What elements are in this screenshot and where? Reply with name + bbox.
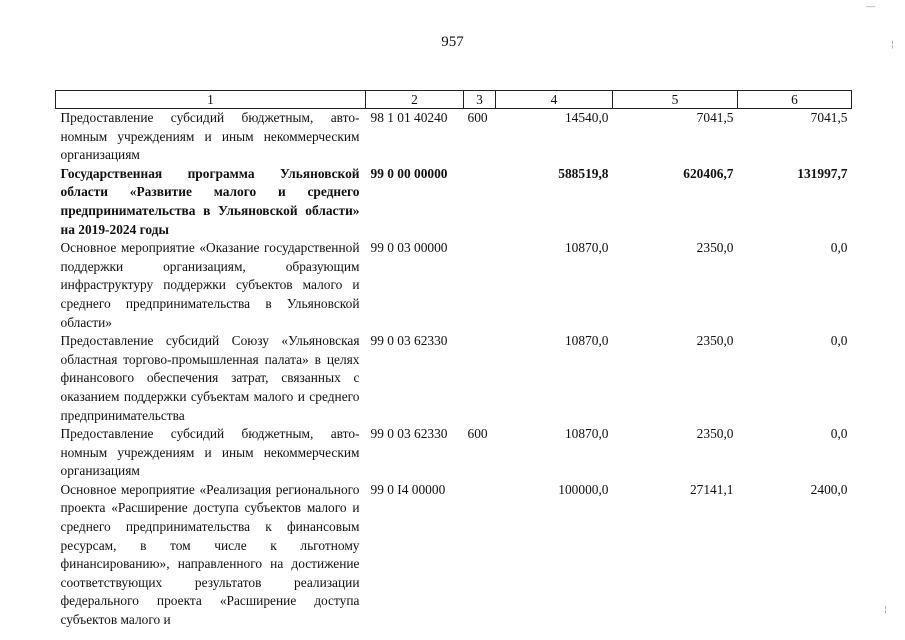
- row-value-2: 2350,0: [696, 333, 734, 349]
- row-value-3: 0,0: [830, 333, 848, 349]
- table-header-row: [56, 91, 852, 109]
- row-name: Предоставление субсидий Союзу «Ульяновская областная торгово-промышленная палата» в целях финансового обеспечения затрат, связанных с оказанием поддержки субъектам малого и среднего предпринимательства: [60, 333, 360, 423]
- table-row: [56, 425, 852, 481]
- row-value-2: 2350,0: [696, 426, 734, 442]
- row-value-3: 0,0: [830, 426, 848, 442]
- row-value-2: 7041,5: [696, 110, 734, 125]
- column-header-3: 3: [464, 91, 496, 109]
- column-header-5: 5: [613, 91, 738, 109]
- table-row: [56, 165, 852, 239]
- row-expense-type: [464, 481, 496, 630]
- row-name: Основное мероприятие «Оказание государственной поддержки организациям, образующим инфраструктуру поддержки субъектов малого и среднего предпринимательства в Ульяновской области»: [60, 240, 360, 330]
- scan-mark: ‾‾: [866, 6, 875, 16]
- table-row: [56, 332, 852, 425]
- row-value-3: 0,0: [830, 240, 848, 256]
- row-name: Государственная программа Ульяновской области «Развитие малого и среднего предпринимательства в Ульяновской области» на 2019-2024 годы: [60, 165, 360, 237]
- page-number: 957: [441, 34, 464, 50]
- row-value-1: 588519,8: [558, 165, 609, 181]
- row-code: 99 0 I4 00000: [370, 481, 446, 497]
- scan-mark: ¦: [891, 40, 895, 50]
- row-code: 98 1 01 40240: [370, 110, 448, 125]
- row-value-2: 2350,0: [696, 240, 734, 256]
- row-expense-type: [464, 332, 496, 425]
- row-code: 99 0 03 00000: [370, 240, 448, 256]
- row-value-1: 10870,0: [564, 333, 609, 349]
- budget-table: [55, 90, 852, 630]
- column-header-1: 1: [56, 91, 366, 109]
- row-value-2: 27141,1: [689, 481, 734, 497]
- row-value-1: 10870,0: [564, 240, 609, 256]
- row-name: Предоставление субсидий бюджетным, автономным учреждениям и иным некоммерческим организациям: [60, 110, 360, 163]
- row-value-1: 10870,0: [564, 426, 609, 442]
- row-value-1: 100000,0: [558, 481, 609, 497]
- row-code: 99 0 03 62330: [370, 426, 448, 442]
- row-code: 99 0 00 00000: [370, 165, 448, 181]
- row-expense-type: [464, 239, 496, 332]
- column-header-2: 2: [366, 91, 464, 109]
- row-name: Основное мероприятие «Реализация регионального проекта «Расширение доступа субъектов малого и среднего предпринимательства к финансовым ресурсам, в том числе к льготному финансированию», направленного на достижение соответствующих результатов реализации федерального проекта «Расширение доступа субъектов малого и: [60, 481, 360, 628]
- row-expense-type: [464, 165, 496, 239]
- column-header-4: 4: [496, 91, 613, 109]
- row-name: Предоставление субсидий бюджетным, автономным учреждениям и иным некоммерческим организациям: [60, 426, 360, 479]
- scan-mark: ¦: [884, 605, 888, 615]
- row-value-1: 14540,0: [564, 110, 609, 125]
- row-expense-type: 600: [467, 426, 488, 442]
- row-code: 99 0 03 62330: [370, 333, 448, 349]
- row-value-3: 7041,5: [810, 110, 848, 125]
- row-value-3: 131997,7: [797, 165, 848, 181]
- column-header-6: 6: [738, 91, 852, 109]
- table-row: [56, 109, 852, 165]
- table-row: [56, 481, 852, 630]
- table-row: [56, 239, 852, 332]
- row-value-2: 620406,7: [683, 165, 734, 181]
- row-expense-type: 600: [467, 110, 488, 125]
- row-value-3: 2400,0: [810, 481, 848, 497]
